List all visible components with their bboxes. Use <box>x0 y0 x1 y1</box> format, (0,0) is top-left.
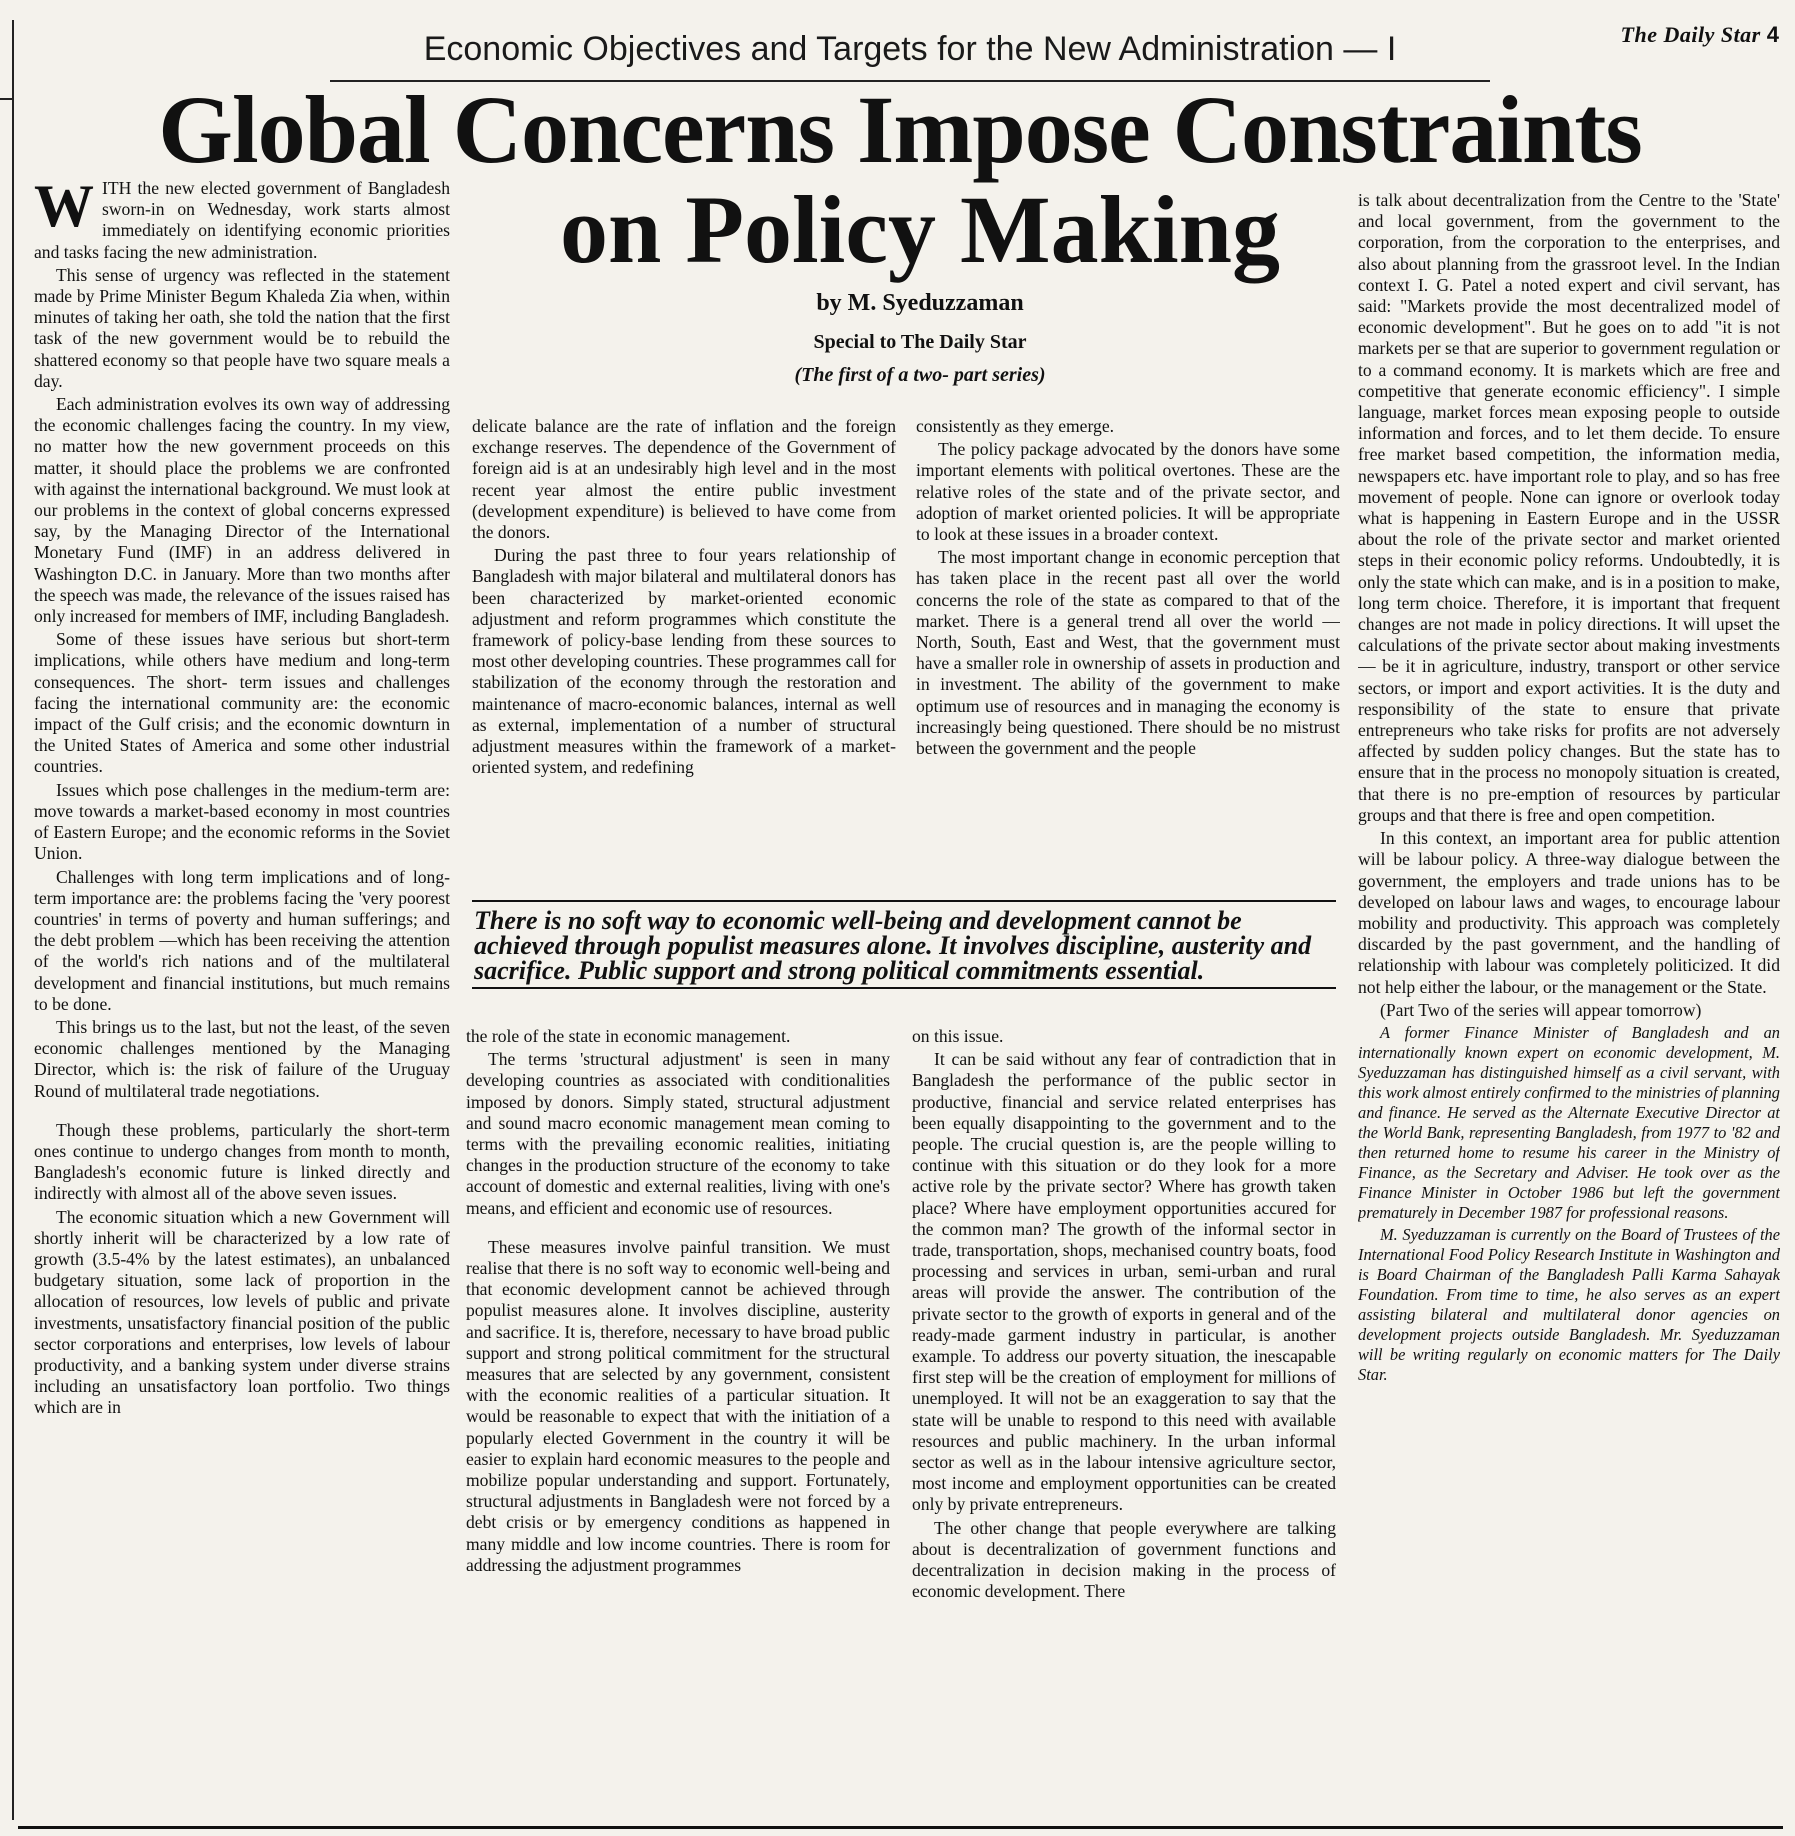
paragraph: on this issue. <box>912 1026 1004 1046</box>
article-column-1 <box>34 178 450 1814</box>
paragraph: This brings us to the last, but not the least, of the seven economic challenges mentioned by the Managing Director, which is: the risk of failure of the Uruguay Round of multilateral trade negotiations. <box>34 1016 450 1101</box>
author-bio-paragraph: A former Finance Minister of Bangladesh and an internationally known expert on economic development, M. Syeduzzaman has distinguished himself as a civil servant, with this work almost entirely confirmed to the ministries of planning and finance. He served as the Alternate Executive Director at the World Bank, representing Bangladesh, from 1977 to '82 and then returned home to resume his career in the Ministry of Finance, as the Secretary and Adviser. He took over as the Finance Minister in October 1986 but left the government prematurely in December 1987 for professional reasons. <box>1358 1022 1780 1222</box>
paragraph: is talk about decentralization from the Centre to the 'State' and local government, from the government to the corporation, from the corporation to the enterprises, and also about planning from the grassroot level. In the Indian context I. G. Patel a noted expert and civil servant, has said: "Markets provide the most decentralized model of economic development". But he goes on to add "it is not markets per se that are superior to government regulation or to a command economy. It is markets which are free and competitive that generate economic efficiency". I simple language, market forces mean exposing people to outside information and forces, and to let them decide. To ensure free market based competition, the information media, newspapers etc. have important role to play, and so has free movement of people. None can ignore or overlook today what is happening in Eastern Europe and in the USSR about the role of the private sector and market oriented steps in their economic policy reforms. Undoubtedly, it is only the state which can make, and is in a position to make, long term choice. Therefore, it is important that frequent changes are not made in policy directions. It will upset the calculations of the private sector about making investments — be it in agriculture, industry, transport or other service sectors, or import and export activities. It is the duty and responsibility of the state to ensure that private entrepreneurs who take risks for profits are not adversely affected by sudden policy changes. But the state has to ensure that in the process no monopoly situation is created, that there is no pre-emption of resources by particular groups and that there is free and open competition. <box>1358 190 1780 825</box>
paragraph: (Part Two of the series will appear tomorrow) <box>1380 999 1702 1020</box>
byline: by M. Syeduzzaman <box>816 290 1024 316</box>
left-border-rule <box>12 20 14 1820</box>
paragraph-text: ITH the new elected government of Bangladesh sworn-in on Wednesday, work starts almost immediately on identifying economic priorities and tasks facing the new administration. <box>34 178 450 262</box>
article-column-2-bottom <box>466 1026 890 1816</box>
series-note: (The first of a two- part series) <box>794 364 1046 386</box>
paragraph: This sense of urgency was reflected in the statement made by Prime Minister Begum Khaleda Zia when, within minutes of taking her oath, she told the nation that the first task of the new government would be to rebuild the shattered economy so that people have two square meals a day. <box>34 264 450 391</box>
paragraph: Though these problems, particularly the short-term ones continue to undergo changes from month to month, Bangladesh's economic future is linked directly and indirectly with almost all of the above seven issues. <box>34 1119 450 1204</box>
paragraph <box>34 178 450 263</box>
left-border-tick <box>0 98 14 100</box>
paragraph: The economic situation which a new Government will shortly inherit will be characterized by a low rate of growth (3.5-4% by the latest estimates), an unbalanced budgetary situation, some lack of proportion in the allocation of resources, low levels of public and private investments, unsatisfactory financial position of the public sector corporations and enterprises, low levels of labour productivity, and a banking system under diverse strains including an unsatisfactory loan portfolio. Two things which are in <box>34 1206 450 1418</box>
paragraph: During the past three to four years relationship of Bangladesh with major bilateral and multilateral donors has been characterized by market-oriented economic adjustment and reform programmes which constitute the framework of policy-base lending from these sources to most other developing countries. These programmes call for stabilization of the economy through the restoration and maintenance of macro-economic balances, internal as well as external, implementation of a number of structural adjustment measures within the framework of a market-oriented system, and redefining <box>472 545 896 778</box>
headline-line-2: on Policy Making <box>559 176 1281 283</box>
article-column-2-top <box>472 416 896 884</box>
paragraph: The other change that people everywhere are talking about is decentralization of government functions and decentralization in decision making in the process of economic development. There <box>912 1517 1336 1602</box>
article-column-4 <box>1358 190 1780 1816</box>
pull-quote: There is no soft way to economic well-being and development cannot be achieved through populist measures alone. It involves discipline, austerity and sacrifice. Public support and strong political commitments essential. <box>472 900 1336 989</box>
drop-cap: W <box>34 178 94 239</box>
paragraph: Issues which pose challenges in the medium-term are: move towards a market-based economy in most countries of Eastern Europe; and the economic reforms in the Soviet Union. <box>34 779 450 864</box>
paragraph: The terms 'structural adjustment' is seen in many developing countries as associated with conditionalities imposed by donors. Simply stated, structural adjustment and sound macro economic management mean coming to terms with the prevailing economic realities, initiating changes in the production structure of the economy to take account of domestic and external realities, living with one's means, and efficient and economic use of resources. <box>466 1049 890 1218</box>
author-bio-paragraph: M. Syeduzzaman is currently on the Board of Trustees of the International Food Policy Research Institute in Washington and is Board Chairman of the Bangladesh Palli Karma Sahayak Foundation. From time to time, he also serves as an expert assisting bilateral and multilateral donor agencies on development projects outside Bangladesh. Mr. Syeduzzaman will be writing regularly on economic matters for The Daily Star. <box>1358 1224 1780 1384</box>
byline-block <box>640 290 1200 387</box>
paragraph: Some of these issues have serious but short-term implications, while others have medium and long-term consequences. The short- term issues and challenges facing the international community are: the economic impact of the Gulf crisis; and the economic downturn in the United States of America and some other industrial countries. <box>34 629 450 777</box>
bottom-rule <box>18 1826 1783 1829</box>
page-number: 4 <box>1766 22 1779 47</box>
paragraph: Each administration evolves its own way of addressing the economic challenges facing the country. In my view, no matter how the new government proceeds on this matter, it should place the problems we are confronted with against the international background. We must look at our problems in the context of global concerns expressed say, by the Managing Director of the International Monetary Fund (IMF) in an address delivered in Washington D.C. in January. More than two months after the speech was made, the relevance of the issues raised has only increased for members of IMF, including Bangladesh. <box>34 394 450 627</box>
paragraph: These measures involve painful transition. We must realise that there is no soft way to economic well-being and that economic development cannot be achieved through populist measures alone. It involves discipline, austerity and sacrifice. It is, therefore, necessary to have broad public support and strong political commitment for the structural measures that are selected by any government, consistent with the economic realities of a particular situation. It would be reasonable to expect that with the initiation of a popularly elected Government in the country it will be easier to explain hard economic measures to the people and mobilize popular understanding and support. Fortunately, structural adjustments in Bangladesh were not forced by a debt crisis or by emergency conditions as happened in many middle and low income countries. There is room for addressing the adjustment programmes <box>466 1236 890 1575</box>
special-credit: Special to The Daily Star <box>813 331 1027 353</box>
paragraph: The most important change in economic perception that has taken place in the recent past all over the world concerns the role of the state as compared to that of the market. There is a general trend all over the world — North, South, East and West, that the government must have a smaller role in ownership of assets in production and in investment. The ability of the government to make optimum use of resources and in managing the economy is increasingly being questioned. There should be no mistrust between the government and the people <box>916 547 1340 759</box>
headline-line-1: Global Concerns Impose Constraints <box>158 76 1642 183</box>
paragraph: consistently as they emerge. <box>916 416 1115 436</box>
masthead-paper-name: The Daily Star <box>1620 22 1761 47</box>
article-column-3-top <box>916 416 1340 884</box>
masthead <box>1621 22 1779 48</box>
paragraph: delicate balance are the rate of inflation and the foreign exchange reserves. The dependence of the Government of foreign aid is at an undesirably high level and in the most recent year almost the entire public investment (development expenditure) is believed to have come from the donors. <box>472 416 896 543</box>
paragraph: Challenges with long term implications and of long-term importance are: the problems facing the 'very poorest countries' in terms of poverty and human sufferings; and the debt problem —which has been receiving the attention of the world's rich nations and of the multilateral development and financial institutions, but much remains to be done. <box>34 866 450 1014</box>
paragraph: In this context, an important area for public attention will be labour policy. A three-way dialogue between the government, the employers and trade unions has to be developed on labour laws and wages, to encourage labour mobility and productivity. This approach was completely discarded by the past government, and the handling of relationship with labour was completely politicized. It did not help either the labour, or the management or the State. <box>1358 828 1780 997</box>
paragraph: The policy package advocated by the donors have some important elements with political overtones. These are the relative roles of the state and of the private sector, and adoption of market oriented policies. It will be appropriate to look at these issues in a broader context. <box>916 439 1340 545</box>
series-kicker: Economic Objectives and Targets for the New Administration — I <box>423 30 1397 68</box>
article-column-3-bottom <box>912 1026 1336 1816</box>
paragraph: the role of the state in economic management. <box>466 1026 791 1046</box>
paragraph: It can be said without any fear of contradiction that in Bangladesh the performance of the public sector in productive, financial and service related enterprises has been equally disappointing to the government and to the people. The crucial question is, are the people willing to continue with this situation or do they look for a more active role by the private sector? Where has growth taken place? Where have employment opportunities accured for the common man? The growth of the informal sector in trade, transportation, shops, mechanised country boats, food processing and services in urban, semi-urban and rural areas will provide the answer. The contribution of the private sector to the growth of exports in general and of the ready-made garment industry in particular, is another example. To address our poverty situation, the inescapable first step will be the creation of employment for millions of unemployed. It will not be an exaggeration to say that the state will be unable to respond to this need with available resources and public machinery. In the urban informal sector as well as in the labour intensive agriculture sector, most income and employment opportunities can be created only by private entrepreneurs. <box>912 1049 1336 1515</box>
